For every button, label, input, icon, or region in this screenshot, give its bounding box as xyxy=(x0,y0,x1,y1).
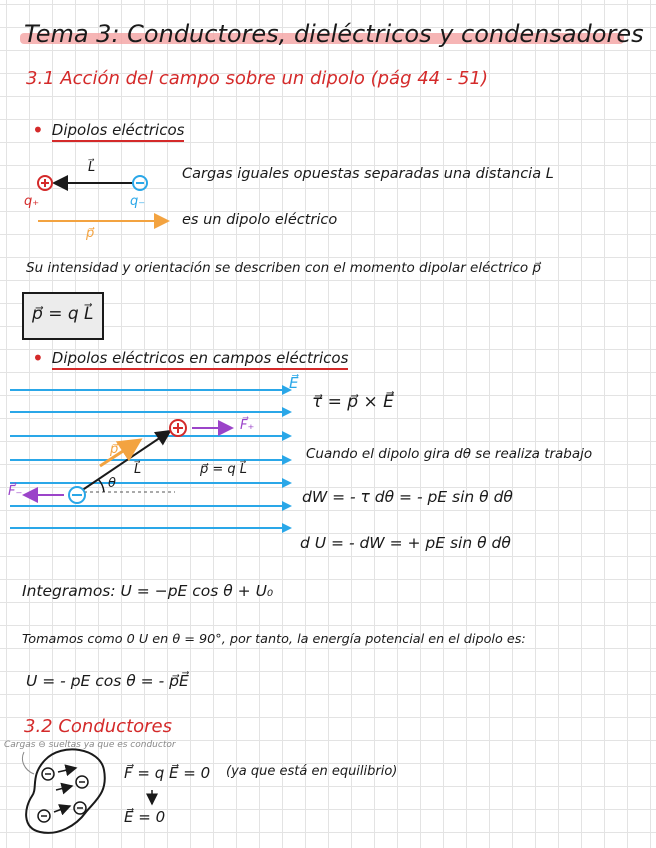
section-heading-3-2: 3.2 Conductores xyxy=(24,716,172,737)
label-L-field: L⃗ xyxy=(134,462,142,477)
bullet-dipolos-en-campos xyxy=(32,346,348,370)
dipole-desc-line2: es un dipolo eléctrico xyxy=(182,212,338,228)
work-text: Cuando el dipolo gira dθ se realiza trabajo xyxy=(306,446,593,462)
boxed-formula: p⃗ = q L⃗ xyxy=(32,304,94,324)
U-formula: U = - pE cos θ = - p⃗E⃗ xyxy=(26,672,189,690)
conductor-charges xyxy=(38,768,88,822)
dW-formula: dW = - τ dθ = - pE sin θ dθ xyxy=(302,488,513,506)
force-formula: F⃗ = q E⃗ = 0 xyxy=(124,764,211,782)
section-heading-3-1: 3.1 Acción del campo sobre un dipolo (pág 44 - 51) xyxy=(26,68,488,89)
label-F-minus: F⃗₋ xyxy=(8,484,23,499)
label-F-plus: F⃗₊ xyxy=(240,418,255,433)
conductor-arrows xyxy=(54,768,76,812)
theta-arc xyxy=(98,479,104,492)
page-title: Tema 3: Conductores, dieléctricos y condensadores xyxy=(24,20,644,48)
label-p: p⃗ xyxy=(86,226,95,241)
integrate-text: Integramos: U = −pE cos θ + U₀ xyxy=(22,582,274,600)
conductor-note: Cargas ⊖ sueltas ya que es conductor xyxy=(4,740,176,750)
bullet-label: Dipolos eléctricos en campos eléctricos xyxy=(52,349,349,370)
E-zero: E⃗ = 0 xyxy=(124,808,166,826)
torque-formula: τ⃗ = p⃗ × E⃗ xyxy=(312,392,394,412)
note-pointer xyxy=(22,752,34,774)
label-theta: θ xyxy=(108,476,116,491)
bullet-dot: • xyxy=(32,118,44,142)
conductor-shape xyxy=(26,749,105,832)
label-q-plus: q₊ xyxy=(24,194,40,209)
label-q-minus: q₋ xyxy=(130,194,146,209)
intensity-text: Su intensidad y orientación se describen con el momento dipolar eléctrico p⃗ xyxy=(26,260,541,276)
bullet-dot: • xyxy=(32,346,44,370)
dipole-desc-line1: Cargas iguales opuestas separadas una distancia L xyxy=(182,166,554,182)
label-E-field: E⃗ xyxy=(289,374,299,392)
equilibrium-text: (ya que está en equilibrio) xyxy=(226,764,398,779)
label-p-equals-qL: p⃗ = q L⃗ xyxy=(200,462,248,477)
dU-formula: d U = - dW = + pE sin θ dθ xyxy=(300,534,511,552)
bullet-label: Dipolos eléctricos xyxy=(52,121,185,142)
label-L: L⃗ xyxy=(88,160,96,175)
label-p-field: p⃗ xyxy=(110,442,119,457)
zero-reference-text: Tomamos como 0 U en θ = 90°, por tanto, la energía potencial en el dipolo es: xyxy=(22,632,526,647)
field-lines xyxy=(10,390,282,528)
